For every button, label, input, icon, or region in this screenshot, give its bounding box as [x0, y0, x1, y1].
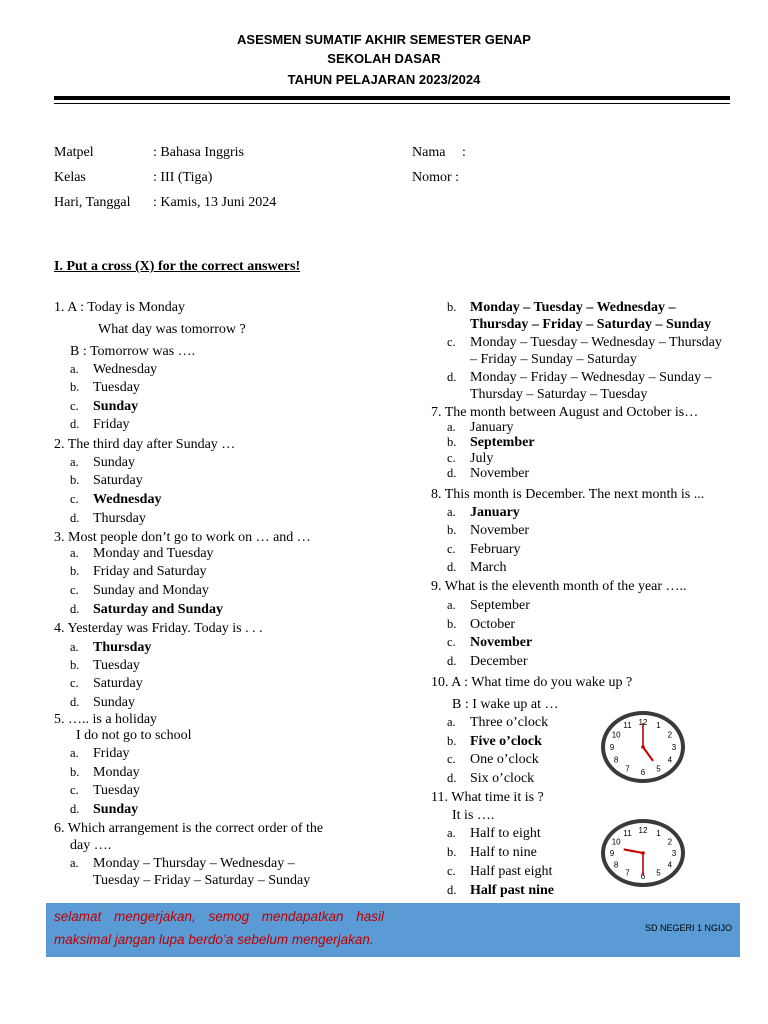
clock-number: 1	[656, 721, 661, 731]
clock-number: 12	[638, 825, 648, 835]
footer-school-name: SD NEGERI 1 NGIJO	[644, 923, 732, 933]
clock-number: 9	[609, 742, 615, 752]
option-letter: a.	[447, 505, 456, 519]
q1-stem: B : Tomorrow was ….	[70, 344, 196, 359]
option-text: November	[470, 466, 530, 481]
option-letter: c.	[70, 399, 79, 413]
option-letter: b.	[70, 564, 80, 578]
q8-option-b[interactable]	[447, 522, 529, 539]
option-text: Half to nine	[470, 845, 537, 860]
clock-number: 10	[611, 837, 621, 847]
clock-number: 1	[656, 828, 661, 838]
q9-option-d[interactable]	[447, 653, 528, 670]
matpel-value: : Bahasa Inggris	[153, 145, 244, 160]
hari-value: : Kamis, 13 Juni 2024	[153, 195, 277, 210]
q11-stem: It is ….	[452, 808, 495, 823]
q6-option-c-cont: – Friday – Sunday – Saturday	[470, 352, 637, 367]
option-letter: c.	[447, 635, 456, 649]
option-text: Five o’clock	[470, 734, 542, 749]
q10-option-d[interactable]	[447, 770, 534, 787]
q7-stem: 7. The month between August and October is…	[431, 405, 699, 420]
option-text: Monday – Thursday – Wednesday –	[93, 856, 295, 871]
option-letter: b.	[70, 765, 80, 779]
q6-option-b[interactable]	[447, 299, 676, 316]
option-letter: b.	[70, 658, 80, 672]
option-text: Half past nine	[470, 883, 555, 898]
q11-option-c[interactable]	[447, 863, 552, 880]
nama-label: Nama	[412, 145, 446, 160]
footer-banner	[46, 903, 740, 957]
q5-option-d[interactable]	[70, 801, 138, 818]
clock-number: 5	[656, 764, 661, 774]
clock-number: 10	[611, 730, 621, 740]
q10-stem: 10. A : What time do you wake up ?	[431, 675, 633, 690]
kelas-value: : III (Tiga)	[153, 170, 213, 185]
option-text: January	[470, 420, 514, 435]
q2-option-a[interactable]	[70, 454, 135, 471]
header-year: TAHUN PELAJARAN 2023/2024	[287, 72, 481, 87]
option-text: Thursday	[93, 640, 152, 655]
q8-option-c[interactable]	[447, 541, 521, 558]
option-letter: d.	[70, 511, 80, 525]
option-letter: d.	[70, 695, 80, 709]
option-letter: c.	[447, 752, 456, 766]
option-letter: a.	[70, 455, 79, 469]
q8-option-a[interactable]	[447, 504, 520, 521]
q9-stem: 9. What is the eleventh month of the year …..	[431, 579, 687, 594]
option-text: Sunday	[93, 695, 135, 710]
clock-number: 12	[638, 717, 648, 727]
clock-number: 6	[640, 871, 646, 881]
option-text: Six o’clock	[470, 771, 535, 786]
option-letter: c.	[70, 676, 79, 690]
option-letter: d.	[447, 370, 457, 384]
option-letter: c.	[70, 783, 79, 797]
option-text: Wednesday	[93, 492, 162, 507]
q6-option-a-cont: Tuesday – Friday – Saturday – Sunday	[93, 873, 311, 888]
clock-number: 11	[623, 828, 632, 838]
q9-option-a[interactable]	[447, 597, 530, 614]
footer-message-line2: maksimal jangan lupa berdo’a sebelum mengerjakan.	[54, 932, 374, 947]
option-letter: a.	[70, 856, 79, 870]
q3-stem: 3. Most people don’t go to work on … and …	[54, 530, 311, 545]
q11-option-a[interactable]	[447, 825, 541, 842]
nama-colon: :	[462, 145, 466, 160]
option-letter: b.	[447, 300, 457, 314]
clock-number: 3	[671, 742, 677, 752]
option-text: November	[470, 523, 530, 538]
option-letter: b.	[447, 523, 457, 537]
q10-option-c[interactable]	[447, 751, 539, 768]
clock-icon	[599, 709, 687, 785]
option-text: Tuesday	[93, 380, 140, 395]
option-text: September	[470, 598, 530, 613]
clock-center	[641, 851, 645, 855]
option-letter: d.	[447, 654, 457, 668]
clock-number: 4	[667, 755, 673, 765]
q3-option-d[interactable]	[70, 601, 223, 618]
clock-number: 8	[613, 860, 619, 870]
q6-stem: 6. Which arrangement is the correct order of the	[54, 821, 324, 836]
option-letter: d.	[70, 802, 80, 816]
option-text: March	[470, 560, 507, 575]
q3-option-c[interactable]	[70, 582, 209, 599]
clock-number: 7	[625, 868, 630, 878]
clock-center	[641, 745, 645, 749]
q2-stem: 2. The third day after Sunday …	[54, 437, 236, 452]
q5-stem: I do not go to school	[76, 728, 192, 743]
option-text: Saturday and Sunday	[93, 602, 223, 617]
q4-option-a[interactable]	[70, 639, 151, 656]
option-letter: d.	[447, 883, 457, 897]
q1-option-d[interactable]	[70, 416, 130, 433]
option-text: Sunday and Monday	[93, 583, 209, 598]
option-text: September	[470, 435, 535, 450]
option-letter: a.	[70, 640, 79, 654]
q7-option-d[interactable]	[447, 465, 529, 482]
option-text: Tuesday	[93, 658, 140, 673]
q6-option-c[interactable]	[447, 334, 722, 351]
option-text: Monday and Tuesday	[93, 546, 214, 561]
option-letter: d.	[447, 771, 457, 785]
q6-option-d-cont: Thursday – Saturday – Tuesday	[470, 387, 648, 402]
option-text: Wednesday	[93, 362, 158, 377]
q5-stem: 5. ….. is a holiday	[54, 712, 158, 727]
option-text: Friday	[93, 417, 130, 432]
q2-option-d[interactable]	[70, 510, 146, 527]
q1-option-a[interactable]	[70, 361, 157, 378]
section-title: I. Put a cross (X) for the correct answers!	[54, 259, 301, 274]
q11-option-d[interactable]	[447, 882, 554, 899]
option-text: Friday and Saturday	[93, 564, 207, 579]
option-letter: b.	[70, 380, 80, 394]
option-text: Thursday	[93, 511, 146, 526]
option-letter: d.	[447, 560, 457, 574]
q4-option-d[interactable]	[70, 694, 135, 711]
option-text: Saturday	[93, 676, 143, 691]
q3-option-b[interactable]	[70, 563, 207, 580]
q1-stem: What day was tomorrow ?	[98, 322, 246, 337]
q2-option-c[interactable]	[70, 491, 161, 508]
q11-stem: 11. What time it is ?	[431, 790, 544, 805]
option-letter: a.	[447, 826, 456, 840]
header-title: ASESMEN SUMATIF AKHIR SEMESTER GENAP	[237, 32, 531, 47]
option-letter: b.	[447, 734, 457, 748]
q6-option-d[interactable]	[447, 369, 712, 386]
q6-stem: day ….	[70, 838, 112, 853]
option-letter: b.	[447, 617, 457, 631]
option-text: July	[470, 451, 494, 466]
clock-number: 11	[623, 721, 632, 731]
option-text: Half to eight	[470, 826, 541, 841]
q10-option-a[interactable]	[447, 714, 548, 731]
q1-stem: 1. A : Today is Monday	[54, 300, 185, 315]
clock-number: 3	[671, 848, 677, 858]
q5-option-c[interactable]	[70, 782, 140, 799]
q10-stem: B : I wake up at …	[452, 697, 559, 712]
q3-option-a[interactable]	[70, 545, 214, 562]
option-text: Monday – Friday – Wednesday – Sunday –	[470, 370, 712, 385]
option-text: February	[470, 542, 521, 557]
option-letter: a.	[70, 546, 79, 560]
q11-option-b[interactable]	[447, 844, 537, 861]
option-text: Monday – Tuesday – Wednesday –	[470, 300, 676, 315]
option-letter: c.	[447, 542, 456, 556]
q1-option-b[interactable]	[70, 379, 140, 396]
clock-number: 2	[667, 837, 673, 847]
option-letter: b.	[447, 435, 457, 449]
q4-option-b[interactable]	[70, 657, 140, 674]
option-text: October	[470, 617, 516, 632]
clock-number: 8	[613, 755, 619, 765]
clock-number: 5	[656, 868, 661, 878]
option-letter: c.	[447, 864, 456, 878]
option-letter: a.	[447, 715, 456, 729]
option-letter: d.	[70, 417, 80, 431]
q9-option-c[interactable]	[447, 634, 532, 651]
q6-option-a[interactable]	[70, 855, 295, 872]
q9-option-b[interactable]	[447, 616, 515, 633]
option-letter: d.	[447, 466, 457, 480]
option-letter: c.	[70, 583, 79, 597]
option-letter: c.	[70, 492, 79, 506]
clock-number: 2	[667, 730, 673, 740]
option-letter: c.	[447, 451, 456, 465]
clock-number: 6	[640, 767, 646, 777]
option-text: Half past eight	[470, 864, 553, 879]
option-text: Sunday	[93, 802, 139, 817]
option-letter: b.	[70, 473, 80, 487]
option-text: Sunday	[93, 399, 139, 414]
clock-icon	[599, 817, 687, 889]
option-text: Monday – Tuesday – Wednesday – Thursday	[470, 335, 722, 350]
option-text: One o’clock	[470, 752, 539, 767]
option-text: December	[470, 654, 528, 669]
option-text: Three o’clock	[470, 715, 549, 730]
q4-stem: 4. Yesterday was Friday. Today is . . .	[54, 621, 263, 636]
option-letter: c.	[447, 335, 456, 349]
hari-label: Hari, Tanggal	[54, 195, 131, 210]
option-text: Friday	[93, 746, 130, 761]
q5-option-b[interactable]	[70, 764, 140, 781]
kelas-label: Kelas	[54, 170, 86, 185]
q8-stem: 8. This month is December. The next month is ...	[431, 487, 705, 502]
option-letter: a.	[70, 746, 79, 760]
q10-option-b[interactable]	[447, 733, 542, 750]
q2-option-b[interactable]	[70, 472, 143, 489]
q8-option-d[interactable]	[447, 559, 507, 576]
option-text: Saturday	[93, 473, 143, 488]
option-text: Sunday	[93, 455, 135, 470]
option-text: Monday	[93, 765, 140, 780]
header-divider-thick	[54, 96, 730, 100]
clock-number: 9	[609, 848, 615, 858]
option-letter: b.	[447, 845, 457, 859]
option-letter: a.	[447, 420, 456, 434]
q4-option-c[interactable]	[70, 675, 143, 692]
option-letter: a.	[70, 362, 79, 376]
q1-option-c[interactable]	[70, 398, 138, 415]
option-letter: a.	[447, 598, 456, 612]
header-school: SEKOLAH DASAR	[327, 51, 441, 66]
matpel-label: Matpel	[54, 145, 94, 160]
header-divider-thin	[54, 103, 730, 104]
footer-message-line1: selamat mengerjakan, semog mendapatkan hasil	[54, 909, 384, 924]
q7-option-b[interactable]	[447, 434, 535, 451]
nomor-label: Nomor :	[412, 170, 460, 185]
clock-number: 4	[667, 860, 673, 870]
option-text: November	[470, 635, 533, 650]
q6-option-b-cont: Thursday – Friday – Saturday – Sunday	[470, 317, 712, 332]
q5-option-a[interactable]	[70, 745, 130, 762]
option-letter: d.	[70, 602, 80, 616]
option-text: Tuesday	[93, 783, 140, 798]
clock-number: 7	[625, 764, 630, 774]
option-text: January	[470, 505, 520, 520]
